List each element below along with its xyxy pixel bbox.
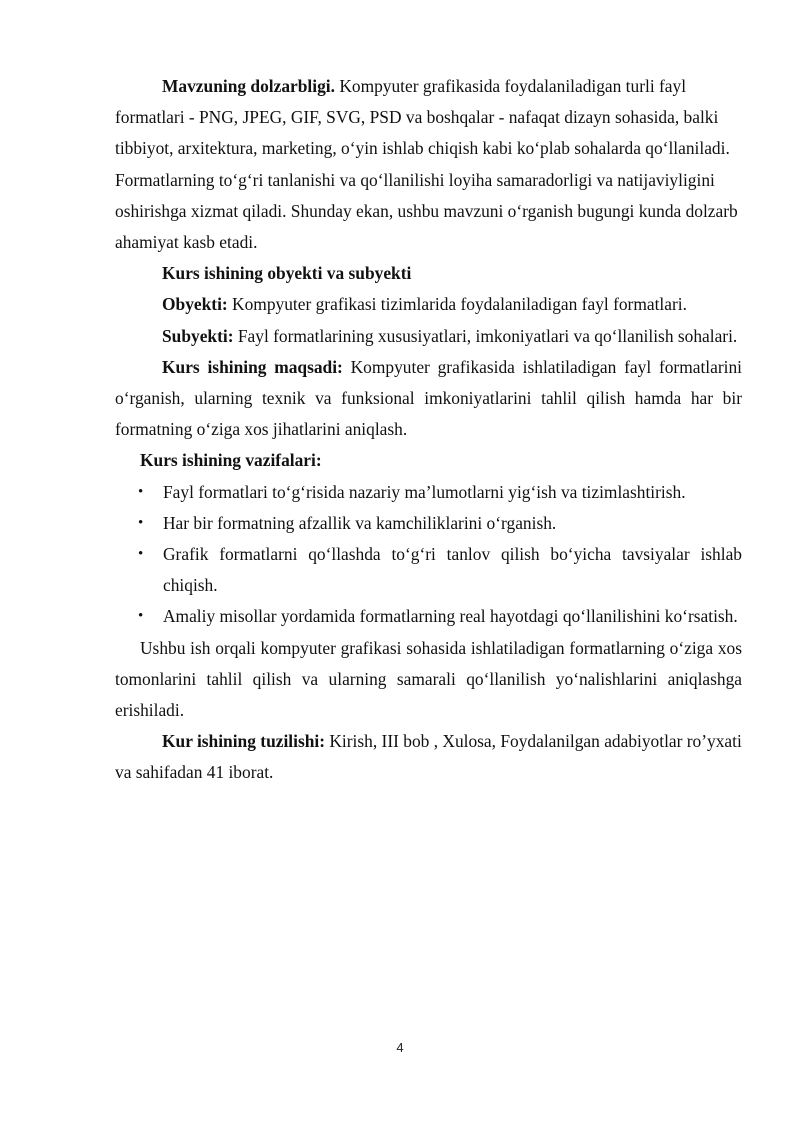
- page-body: [115, 71, 742, 789]
- task-text: Grafik formatlarni qo‘llashda to‘g‘ri tanlov qilish bo‘yicha tavsiyalar ishlab chiqish.: [163, 544, 742, 596]
- relevance-paragraph: [115, 71, 742, 258]
- structure-label: Kur ishining tuzilishi:: [162, 731, 326, 752]
- task-text: Har bir formatning afzallik va kamchiliklarini o‘rganish.: [163, 512, 557, 533]
- page-number: 4: [396, 1040, 404, 1055]
- bullet-icon: •: [138, 608, 144, 625]
- subject-label: Subyekti:: [162, 325, 234, 346]
- object-label: Obyekti:: [162, 294, 228, 315]
- object-subject-heading: Kurs ishining obyekti va subyekti: [162, 263, 412, 284]
- goal-paragraph: [115, 352, 742, 446]
- task-text: Amaliy misollar yordamida formatlarning real hayotdagi qo‘llanilishini ko‘rsatish.: [163, 606, 738, 627]
- relevance-text: Kompyuter grafikasida foydalaniladigan turli fayl formatlari - PNG, JPEG, GIF, SVG, PSD va boshqalar - nafaqat dizayn sohasida, balki tibbiyot, arxitektura, marketing, o‘yin ishlab chiqish kabi ko‘plab sohalarda qo‘llaniladi. Formatlarning to‘g‘ri tanlanishi va qo‘llanilishi loyiha samaradorligi va natijaviyligini oshirishga xizmat qiladi. Shunday ekan, ushbu mavzuni o‘rganish bugungi kunda dolzarb ahamiyat kasb etadi.: [115, 76, 738, 253]
- object-text: Kompyuter grafikasi tizimlarida foydalaniladigan fayl formatlari.: [227, 294, 687, 315]
- list-item: [115, 477, 742, 508]
- list-item: [115, 601, 742, 632]
- bullet-icon: •: [138, 514, 144, 531]
- structure-text: Kirish, III bob , Xulosa, Foydalanilgan adabiyotlar ro’yxati va sahifadan 41 iborat.: [115, 731, 742, 783]
- structure-paragraph: [115, 726, 742, 788]
- object-paragraph: [115, 289, 742, 320]
- relevance-heading: Mavzuning dolzarbligi.: [162, 76, 335, 96]
- bullet-icon: •: [138, 483, 144, 500]
- goal-label: Kurs ishining maqsadi:: [162, 356, 343, 377]
- conclusion-paragraph: Ushbu ish orqali kompyuter grafikasi sohasida ishlatiladigan formatlarning o‘ziga xos tomonlarini tahlil qilish va ularning samarali qo‘llanilish yo‘nalishlarini aniqlashga erishiladi.: [115, 637, 742, 721]
- subject-paragraph: [115, 321, 742, 352]
- tasks-list: [115, 477, 742, 633]
- list-item: [115, 508, 742, 539]
- list-item: [115, 539, 742, 601]
- bullet-icon: •: [138, 546, 144, 563]
- tasks-heading: Kurs ishining vazifalari:: [140, 450, 322, 471]
- goal-text: Kompyuter grafikasida ishlatiladigan fayl formatlarini o‘rganish, ularning texnik va funksional imkoniyatlarini tahlil qilish hamda har bir formatning o‘ziga xos jihatlarini aniqlash.: [115, 356, 742, 440]
- subject-text: Fayl formatlarining xususiyatlari, imkoniyatlari va qo‘llanilish sohalari.: [233, 325, 738, 346]
- task-text: Fayl formatlari to‘g‘risida nazariy ma’lumotlarni yig‘ish va tizimlashtirish.: [163, 481, 686, 502]
